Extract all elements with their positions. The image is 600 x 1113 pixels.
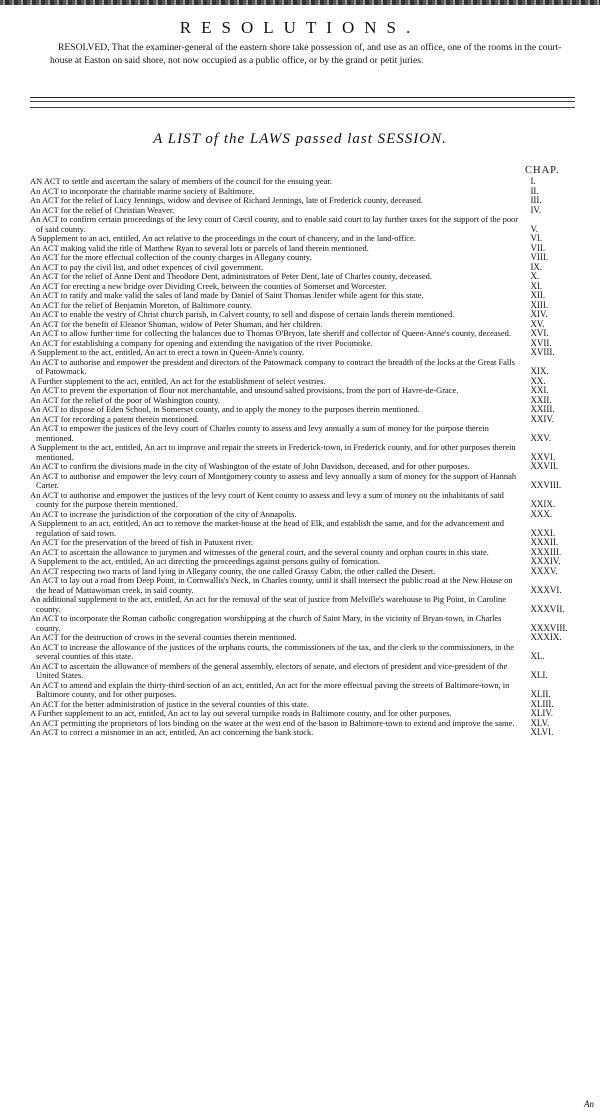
law-title: A Supplement to an act, entitled, An act relative to the proceedings in the court of chancery, and in the land-office.: [30, 233, 416, 243]
law-title: An ACT for the destruction of crows in the several counties therein mentioned.: [30, 632, 297, 642]
law-title: An ACT to prevent the exportation of flour not merchantable, and unsound salted provisions, from the port of Havre-de-Grace.: [30, 385, 459, 395]
chapter-number: XVI.: [530, 328, 549, 338]
law-title: An ACT for the better administration of justice in the several counties of this state.: [30, 698, 309, 709]
laws-list: [30, 177, 590, 738]
law-title: An ACT for the relief of Benjamin Moreton, of Baltimore county.: [30, 299, 252, 310]
law-title: An ACT to allow further time for collecting the balances due to Thomas O'Bryon, late sheriff and collector of Queen-Anne's county, deceased.: [30, 328, 511, 338]
chapter-number: XXVI.: [530, 451, 556, 462]
law-title: An ACT to increase the allowance of the justices of the orphans courts, the commissioners of the tax, and the clerk to the commissioners, in the several counties of this state.: [30, 641, 514, 661]
chapter-number: VII.: [530, 242, 546, 253]
chapter-number: XXXII.: [530, 537, 559, 547]
law-title: A Supplement to the act, entitled, An act directing the proceedings against persons guilty of fornication.: [30, 556, 381, 566]
page-heading: RESOLUTIONS.: [179, 18, 421, 37]
chapter-number: XXXIX.: [530, 632, 562, 642]
chapter-number: XXVIII.: [530, 480, 562, 490]
law-title: An ACT to dispose of Eden School, in Somerset county, and to apply the money to the purposes therein mentioned.: [30, 404, 420, 414]
chapter-number: XXV.: [530, 432, 552, 443]
law-title: An ACT to lay out a road from Deep Point, in Cornwallis's Neck, in Charles county, until it shall intersect the public road at the New House on the head of Mattawoman creek, in said county.: [30, 575, 513, 595]
chapter-number: XLII.: [530, 689, 551, 699]
law-title: An ACT to empower the justices of the levy court of Charles county to assess and levy annually a sum of money for the purpose therein mentioned.: [30, 423, 489, 443]
law-entry: [30, 443, 590, 462]
law-title: An ACT for recording a patent therein mentioned.: [30, 413, 200, 424]
chapter-number: XV.: [530, 318, 545, 329]
chapter-number: XIII.: [530, 299, 549, 310]
law-title: An ACT to authorise and empower the justices of the levy court of Kent county to assess and levy a sum of money on the inhabitants of said county for the purpose therein mentioned.: [30, 489, 504, 509]
chapter-number: XXIII.: [530, 404, 555, 414]
law-title: An ACT to increase the jurisdiction of the corporation of the city of Annapolis.: [30, 508, 297, 519]
law-title: An ACT for the preservation of the breed of fish in Patuxent river.: [30, 537, 254, 547]
chapter-number: XXX.: [530, 508, 553, 519]
law-title: An ACT to authorise and empower the levy court of Montgomery county to assess and levy annually a sum of money for the support of Hannah Carter.: [30, 470, 517, 490]
chapter-number: XXXIV.: [530, 556, 561, 566]
law-title: A Further supplement to an act, entitled, An act to lay out several turnpike roads in Baltimore county, and for other purposes.: [30, 708, 452, 718]
law-title: AN ACT to settle and ascertain the salary of members of the council for the ensuing year.: [30, 176, 332, 186]
chapter-column-header: CHAP.: [525, 165, 560, 176]
law-entry: [30, 519, 590, 538]
chapter-number: XXXVI.: [530, 584, 562, 595]
law-title: An ACT to confirm the divisions made in the city of Washington of the estate of John Davidson, deceased, and for other purposes.: [30, 461, 470, 471]
chapter-number: XXIX.: [530, 499, 556, 509]
law-title: An ACT for the relief of Christian Weaver.: [30, 204, 175, 215]
law-title: An ACT to incorporate the Roman catholic congregation worshipping at the church of Saint Mary, in the vicinity of Bryan-town, in Charles county.: [30, 613, 502, 633]
law-entry: [30, 643, 590, 662]
law-entry: [30, 614, 590, 633]
chapter-number: II.: [530, 185, 539, 196]
chapter-number: III.: [530, 195, 542, 205]
chapter-number: XLVI.: [530, 727, 554, 737]
chapter-number: IX.: [530, 261, 543, 272]
chapter-number: VIII.: [530, 252, 549, 262]
chapter-number: XLI.: [530, 670, 548, 680]
chapter-number: I.: [530, 176, 536, 186]
chapter-number: X.: [530, 271, 540, 281]
law-entry: [30, 662, 590, 681]
chapter-number: XXXVIII.: [530, 622, 568, 633]
law-entry: [30, 215, 590, 234]
law-title: A Supplement to the act, entitled, An act to improve and repair the streets in Frederick-town, in Frederick county, and for other purposes therein mentioned.: [30, 442, 516, 462]
chapter-number: XXI.: [530, 385, 549, 395]
chapter-number: XII.: [530, 290, 546, 300]
law-title: An ACT for erecting a new bridge over Dividing Creek, between the counties of Somerset and Worcester.: [30, 280, 387, 291]
resolution-paragraph: RESOLVED, That the examiner-general of the eastern shore take possession of, and use as an office, one of the rooms in the court-house at Easton on said shore, not now occupied as a public office, or by the grand or petit juries.: [50, 42, 562, 66]
chapter-number: XVIII.: [530, 347, 555, 357]
divider-rule: [30, 101, 575, 102]
law-title: An ACT for establishing a company for opening and extending the navigation of the river Pocomoke.: [30, 337, 373, 348]
law-title: An ACT to correct a misnomer in an act, entitled, An act concerning the bank stock.: [30, 727, 314, 737]
law-title: An ACT to pay the civil list, and other expences of civil government.: [30, 261, 264, 272]
law-title: An ACT respecting two tracts of land lying in Allegany county, the one called Grassy Cabin, the other called the Desert.: [30, 565, 436, 576]
chapter-number: XXXVII.: [530, 603, 565, 614]
chapter-number: VI.: [530, 233, 543, 243]
law-entry: [30, 728, 590, 738]
chapter-number: XIV.: [530, 309, 548, 319]
chapter-number: XVII.: [530, 337, 552, 348]
law-title: An ACT for the more effectual collection of the county charges in Allegany county.: [30, 252, 312, 262]
top-border-band: [0, 0, 600, 5]
chapter-number: XLIII.: [530, 698, 554, 709]
chapter-number: XXII.: [530, 394, 552, 405]
chapter-number: XX.: [530, 375, 546, 386]
law-title: An ACT to enable the vestry of Christ church parish, in Calvert county, to sell and dispose of certain lands therein mentioned.: [30, 309, 455, 319]
catchword: An: [584, 1099, 594, 1109]
law-title: An ACT for the relief of the poor of Washington county.: [30, 394, 220, 405]
law-title: An ACT to ascertain the allowance of members of the general assembly, electors of senate, and electors of president and vice-president of the United States.: [30, 660, 508, 680]
law-title: An ACT to ascertain the allowance to jurymen and witnesses of the general court, and the several county and orphan courts in this state.: [30, 546, 489, 557]
chapter-number: XL.: [530, 651, 545, 661]
law-title: An ACT making valid the title of Matthew Ryan to several lots or parcels of land therein mentioned.: [30, 242, 369, 253]
chapter-number: XXXI.: [530, 527, 556, 538]
chapter-number: XXVII.: [530, 461, 559, 471]
chapter-number: XXIV.: [530, 413, 555, 424]
law-title: An ACT to amend and explain the thirty-third section of an act, entitled, An act for the more effectual paving the streets of Baltimore-town, in Baltimore county, and for other purposes.: [30, 679, 510, 699]
law-entry: [30, 576, 590, 595]
law-title: A Supplement to an act, entitled, An act to remove the market-house at the head of Elk, and establish the same, and for the advancement and regulation of said town.: [30, 518, 504, 538]
divider-rule: [30, 97, 575, 98]
law-title: An ACT for the relief of Anne Dent and Theodore Dent, administrators of Peter Dent, late of Charles county, deceased.: [30, 271, 432, 281]
law-title: An ACT permitting the proprietors of lots binding on the water at the west end of the bason in Baltimore-town to extend and improve the same.: [30, 717, 515, 728]
list-title: A LIST of the LAWS passed last SESSION.: [153, 131, 447, 147]
law-entry: [30, 595, 590, 614]
law-title: A Supplement to the act, entitled, An act to erect a town in Queen-Anne's county.: [30, 347, 304, 357]
chapter-number: V.: [530, 223, 539, 234]
chapter-number: IV.: [530, 204, 542, 215]
law-entry: [30, 358, 590, 377]
law-title: An ACT to confirm certain proceedings of the levy court of Cæcil county, and to enable said court to lay further taxes for the support of the poor of said county.: [30, 214, 519, 234]
law-title: An ACT to incorporate the charitable marine society of Baltimore.: [30, 185, 255, 196]
law-title: An ACT to authorise and empower the president and directors of the Patowmack company to contract the breadth of the locks at the Great Falls of Patowmack.: [30, 356, 515, 376]
divider-rule: [30, 107, 575, 108]
chapter-number: XLV.: [530, 717, 550, 728]
chapter-number: XLIV.: [530, 708, 554, 718]
chapter-number: XXXV.: [530, 565, 558, 576]
law-title: An additional supplement to the act, entitled, An act for the removal of the seat of justice from Melville's warehouse to Pig Point, in Caroline county.: [30, 594, 507, 614]
chapter-number: XXXIII.: [530, 546, 562, 557]
law-title: An ACT for the benefit of Eleanor Shuman, widow of Peter Shuman, and her children.: [30, 318, 323, 329]
law-entry: [30, 472, 590, 491]
chapter-number: XI.: [530, 280, 543, 291]
law-entry: [30, 681, 590, 700]
law-entry: [30, 491, 590, 510]
chapter-number: XIX.: [530, 366, 549, 376]
law-entry: [30, 424, 590, 443]
law-title: An ACT for the relief of Lucy Jennings, widow and devisee of Richard Jennings, late of Frederick county, deceased.: [30, 195, 423, 205]
law-title: An ACT to ratify and make valid the sales of land made by Daniel of Saint Thomas Jenifer while agent for this state.: [30, 290, 424, 300]
law-title: A Further supplement to the act, entitled, An act for the establishment of select vestries.: [30, 375, 326, 386]
